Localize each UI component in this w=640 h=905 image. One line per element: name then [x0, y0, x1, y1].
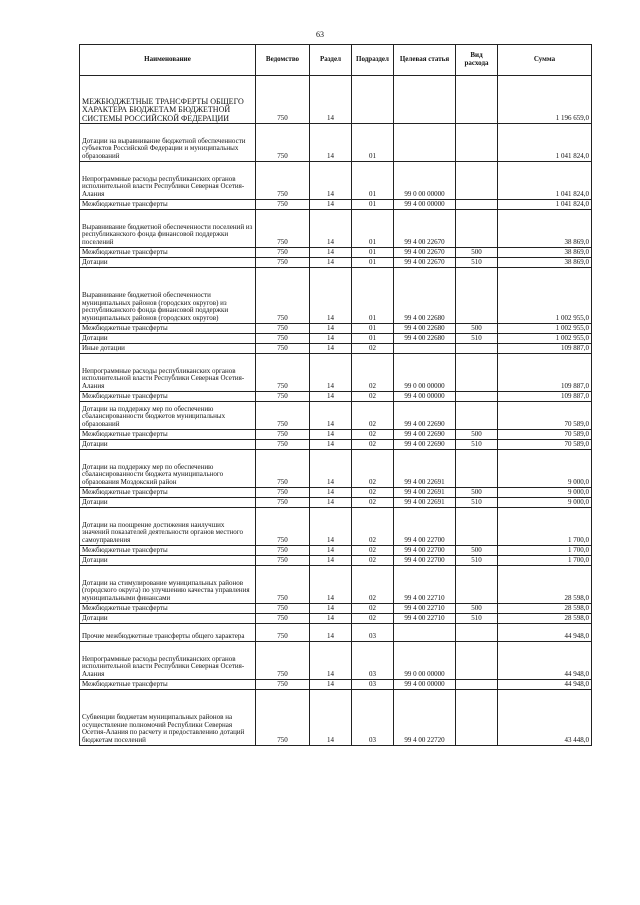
row-vid [456, 162, 498, 200]
row-vid [456, 450, 498, 488]
row-razdel: 14 [310, 324, 352, 334]
row-name: Межбюджетные трансферты [80, 430, 256, 440]
row-statya: 99 4 00 22710 [394, 614, 456, 624]
row-statya: 99 4 00 22690 [394, 440, 456, 450]
row-razdel: 14 [310, 200, 352, 210]
row-podrazdel: 01 [352, 124, 394, 162]
row-podrazdel: 02 [352, 508, 394, 546]
row-razdel: 14 [310, 624, 352, 642]
row-podrazdel: 02 [352, 604, 394, 614]
row-name: Дотации [80, 498, 256, 508]
row-vedomstvo: 750 [256, 402, 310, 430]
row-vedomstvo: 750 [256, 430, 310, 440]
row-vedomstvo: 750 [256, 268, 310, 324]
row-podrazdel: 03 [352, 680, 394, 690]
row-summa: 28 598,0 [498, 604, 592, 614]
row-podrazdel: 01 [352, 258, 394, 268]
table-row [80, 200, 592, 210]
table-row [80, 488, 592, 498]
table-row [80, 498, 592, 508]
row-name: Межбюджетные трансферты [80, 392, 256, 402]
row-vid: 500 [456, 430, 498, 440]
row-summa: 38 869,0 [498, 258, 592, 268]
row-razdel: 14 [310, 402, 352, 430]
row-razdel: 14 [310, 354, 352, 392]
header-podrazdel: Подраздел [352, 45, 394, 76]
row-podrazdel: 02 [352, 354, 394, 392]
row-statya: 99 4 00 22691 [394, 450, 456, 488]
row-summa: 70 589,0 [498, 440, 592, 450]
row-statya: 99 4 00 22691 [394, 488, 456, 498]
row-vid [456, 200, 498, 210]
row-razdel: 14 [310, 604, 352, 614]
table-row [80, 546, 592, 556]
budget-table [79, 44, 592, 746]
row-name: Дотации на поощрение достижения наилучших значений показателей деятельности органов местного самоуправления [80, 508, 256, 546]
row-podrazdel: 03 [352, 642, 394, 680]
header-vid: Вид расхода [456, 45, 498, 76]
row-summa: 43 448,0 [498, 690, 592, 746]
row-summa: 38 869,0 [498, 248, 592, 258]
row-razdel: 14 [310, 76, 352, 124]
row-summa: 1 002 955,0 [498, 334, 592, 344]
row-podrazdel: 01 [352, 200, 394, 210]
row-razdel: 14 [310, 392, 352, 402]
row-summa: 1 700,0 [498, 508, 592, 546]
table-row [80, 258, 592, 268]
row-razdel: 14 [310, 546, 352, 556]
row-podrazdel: 01 [352, 210, 394, 248]
row-statya [394, 344, 456, 354]
table-row [80, 248, 592, 258]
page-number: 63 [316, 30, 324, 39]
row-vedomstvo: 750 [256, 248, 310, 258]
row-statya: 99 4 00 22691 [394, 498, 456, 508]
row-razdel: 14 [310, 566, 352, 604]
row-razdel: 14 [310, 690, 352, 746]
row-vid [456, 392, 498, 402]
row-razdel: 14 [310, 614, 352, 624]
table-row [80, 680, 592, 690]
row-summa: 44 948,0 [498, 642, 592, 680]
row-vid: 510 [456, 440, 498, 450]
row-razdel: 14 [310, 488, 352, 498]
table-row [80, 430, 592, 440]
row-vid: 510 [456, 556, 498, 566]
row-vedomstvo: 750 [256, 354, 310, 392]
row-vid: 500 [456, 546, 498, 556]
row-vedomstvo: 750 [256, 76, 310, 124]
row-podrazdel: 02 [352, 392, 394, 402]
header-summa: Сумма [498, 45, 592, 76]
row-vedomstvo: 750 [256, 498, 310, 508]
row-podrazdel: 02 [352, 488, 394, 498]
row-name: Межбюджетные трансферты [80, 680, 256, 690]
row-summa: 109 887,0 [498, 344, 592, 354]
row-summa: 109 887,0 [498, 354, 592, 392]
row-vedomstvo: 750 [256, 624, 310, 642]
row-vid [456, 354, 498, 392]
row-name: Дотации [80, 440, 256, 450]
row-statya: 99 4 00 22680 [394, 324, 456, 334]
row-vid: 500 [456, 488, 498, 498]
header-vedomstvo: Ведомство [256, 45, 310, 76]
header-statya: Целевая статья [394, 45, 456, 76]
header-razdel: Раздел [310, 45, 352, 76]
row-name: Дотации на поддержку мер по обеспечению сбалансированности бюджета муниципального образования Моздокский район [80, 450, 256, 488]
row-vedomstvo: 750 [256, 546, 310, 556]
table-row [80, 334, 592, 344]
row-statya: 99 4 00 22720 [394, 690, 456, 746]
table-row [80, 566, 592, 604]
row-summa: 28 598,0 [498, 566, 592, 604]
row-summa: 1 041 824,0 [498, 200, 592, 210]
table-row [80, 508, 592, 546]
table-row [80, 402, 592, 430]
row-vid [456, 268, 498, 324]
row-name: Дотации на стимулирование муниципальных районов (городского округа) по улучшению качества управления муниципальными финансами [80, 566, 256, 604]
row-name: Выравнивание бюджетной обеспеченности муниципальных районов (городских округов) из республиканского фонда финансовой поддержки муниципальных районов (городских округов) [80, 268, 256, 324]
row-name: МЕЖБЮДЖЕТНЫЕ ТРАНСФЕРТЫ ОБЩЕГО ХАРАКТЕРА БЮДЖЕТАМ БЮДЖЕТНОЙ СИСТЕМЫ РОССИЙСКОЙ ФЕДЕРАЦИИ [80, 76, 256, 124]
row-razdel: 14 [310, 334, 352, 344]
row-razdel: 14 [310, 440, 352, 450]
row-razdel: 14 [310, 162, 352, 200]
row-statya: 99 4 00 22710 [394, 566, 456, 604]
row-podrazdel: 01 [352, 268, 394, 324]
row-vid [456, 124, 498, 162]
row-vid: 510 [456, 258, 498, 268]
row-summa: 9 000,0 [498, 498, 592, 508]
row-vid [456, 76, 498, 124]
row-razdel: 14 [310, 124, 352, 162]
row-name: Межбюджетные трансферты [80, 248, 256, 258]
row-podrazdel: 02 [352, 498, 394, 508]
row-vedomstvo: 750 [256, 508, 310, 546]
row-podrazdel: 01 [352, 334, 394, 344]
row-summa: 38 869,0 [498, 210, 592, 248]
row-summa: 1 041 824,0 [498, 162, 592, 200]
row-vid [456, 402, 498, 430]
row-podrazdel: 02 [352, 430, 394, 440]
row-vedomstvo: 750 [256, 566, 310, 604]
row-razdel: 14 [310, 344, 352, 354]
table-row [80, 440, 592, 450]
row-name: Дотации на поддержку мер по обеспечению сбалансированности бюджетов муниципальных образований [80, 402, 256, 430]
row-name: Дотации [80, 614, 256, 624]
table-row [80, 354, 592, 392]
row-podrazdel: 01 [352, 162, 394, 200]
row-summa: 70 589,0 [498, 430, 592, 440]
row-name: Межбюджетные трансферты [80, 200, 256, 210]
row-name: Дотации [80, 258, 256, 268]
row-razdel: 14 [310, 498, 352, 508]
row-vid: 510 [456, 334, 498, 344]
row-statya: 99 4 00 22700 [394, 556, 456, 566]
row-statya: 99 4 00 22690 [394, 402, 456, 430]
row-name: Непрограммные расходы республиканских органов исполнительной власти Республики Северная Осетия-Алания [80, 642, 256, 680]
row-summa: 1 002 955,0 [498, 324, 592, 334]
row-summa: 1 700,0 [498, 546, 592, 556]
row-razdel: 14 [310, 508, 352, 546]
row-podrazdel [352, 76, 394, 124]
row-statya: 99 0 00 00000 [394, 642, 456, 680]
row-summa: 44 948,0 [498, 624, 592, 642]
row-name: Субвенции бюджетам муниципальных районов на осуществление полномочий Республики Северная Осетия-Алания по расчету и предоставлению дотаций бюджетам поселений [80, 690, 256, 746]
row-podrazdel: 03 [352, 690, 394, 746]
row-name: Иные дотации [80, 344, 256, 354]
row-vedomstvo: 750 [256, 604, 310, 614]
row-podrazdel: 02 [352, 440, 394, 450]
row-vid [456, 680, 498, 690]
row-podrazdel: 02 [352, 450, 394, 488]
row-podrazdel: 02 [352, 546, 394, 556]
header-name: Наименование [80, 45, 256, 76]
row-vedomstvo: 750 [256, 344, 310, 354]
row-statya [394, 624, 456, 642]
row-podrazdel: 01 [352, 324, 394, 334]
row-razdel: 14 [310, 642, 352, 680]
row-summa: 1 196 659,0 [498, 76, 592, 124]
row-name: Межбюджетные трансферты [80, 604, 256, 614]
row-vedomstvo: 750 [256, 392, 310, 402]
row-razdel: 14 [310, 450, 352, 488]
row-summa: 44 948,0 [498, 680, 592, 690]
row-vedomstvo: 750 [256, 450, 310, 488]
row-statya: 99 4 00 22690 [394, 430, 456, 440]
row-summa: 9 000,0 [498, 450, 592, 488]
row-vedomstvo: 750 [256, 258, 310, 268]
row-vid: 510 [456, 614, 498, 624]
row-statya: 99 0 00 00000 [394, 354, 456, 392]
row-vid [456, 210, 498, 248]
row-name: Непрограммные расходы республиканских органов исполнительной власти Республики Северная Осетия-Алания [80, 354, 256, 392]
row-name: Межбюджетные трансферты [80, 324, 256, 334]
row-vid [456, 690, 498, 746]
row-podrazdel: 02 [352, 556, 394, 566]
row-vid: 500 [456, 604, 498, 614]
table-row [80, 76, 592, 124]
table-header-row [80, 45, 592, 76]
row-name: Межбюджетные трансферты [80, 546, 256, 556]
row-vid [456, 344, 498, 354]
row-statya: 99 4 00 00000 [394, 392, 456, 402]
table-row [80, 604, 592, 614]
row-podrazdel: 02 [352, 402, 394, 430]
row-summa: 109 887,0 [498, 392, 592, 402]
row-vid [456, 508, 498, 546]
row-razdel: 14 [310, 210, 352, 248]
row-summa: 1 700,0 [498, 556, 592, 566]
row-name: Межбюджетные трансферты [80, 488, 256, 498]
row-name: Непрограммные расходы республиканских органов исполнительной власти Республики Северная Осетия-Алания [80, 162, 256, 200]
row-vid [456, 624, 498, 642]
row-vid [456, 642, 498, 680]
row-statya: 99 4 00 22670 [394, 210, 456, 248]
row-statya: 99 4 00 00000 [394, 200, 456, 210]
row-podrazdel: 02 [352, 566, 394, 604]
row-vid: 500 [456, 248, 498, 258]
row-podrazdel: 02 [352, 614, 394, 624]
row-vedomstvo: 750 [256, 440, 310, 450]
table-row [80, 324, 592, 334]
row-summa: 1 041 824,0 [498, 124, 592, 162]
row-vedomstvo: 750 [256, 556, 310, 566]
row-statya: 99 4 00 00000 [394, 680, 456, 690]
table-row [80, 450, 592, 488]
table-row [80, 392, 592, 402]
row-statya: 99 4 00 22680 [394, 334, 456, 344]
row-statya: 99 4 00 22670 [394, 258, 456, 268]
row-name: Дотации [80, 556, 256, 566]
row-razdel: 14 [310, 248, 352, 258]
row-vedomstvo: 750 [256, 680, 310, 690]
row-name: Выравнивание бюджетной обеспеченности поселений из республиканского фонда финансовой поддержки поселений [80, 210, 256, 248]
row-vedomstvo: 750 [256, 200, 310, 210]
table-row [80, 642, 592, 680]
row-vedomstvo: 750 [256, 324, 310, 334]
row-statya: 99 4 00 22710 [394, 604, 456, 614]
row-name: Дотации на выравнивание бюджетной обеспеченности субъектов Российской Федерации и муниципальных образований [80, 124, 256, 162]
row-summa: 1 002 955,0 [498, 268, 592, 324]
table-row [80, 268, 592, 324]
table-row [80, 124, 592, 162]
row-statya: 99 4 00 22670 [394, 248, 456, 258]
table-row [80, 344, 592, 354]
row-vid: 500 [456, 324, 498, 334]
row-podrazdel: 01 [352, 248, 394, 258]
row-summa: 9 000,0 [498, 488, 592, 498]
row-statya: 99 0 00 00000 [394, 162, 456, 200]
row-razdel: 14 [310, 430, 352, 440]
row-vedomstvo: 750 [256, 124, 310, 162]
row-podrazdel: 02 [352, 344, 394, 354]
row-statya: 99 4 00 22680 [394, 268, 456, 324]
row-statya: 99 4 00 22700 [394, 546, 456, 556]
row-razdel: 14 [310, 258, 352, 268]
row-podrazdel: 03 [352, 624, 394, 642]
row-summa: 70 589,0 [498, 402, 592, 430]
table-row [80, 624, 592, 642]
row-vedomstvo: 750 [256, 488, 310, 498]
row-vedomstvo: 750 [256, 334, 310, 344]
row-vedomstvo: 750 [256, 210, 310, 248]
row-razdel: 14 [310, 680, 352, 690]
table-row [80, 210, 592, 248]
table-row [80, 614, 592, 624]
row-summa: 28 598,0 [498, 614, 592, 624]
row-statya [394, 124, 456, 162]
row-name: Дотации [80, 334, 256, 344]
row-vedomstvo: 750 [256, 614, 310, 624]
table-row [80, 556, 592, 566]
table-row [80, 162, 592, 200]
row-vedomstvo: 750 [256, 642, 310, 680]
row-vedomstvo: 750 [256, 162, 310, 200]
row-statya: 99 4 00 22700 [394, 508, 456, 546]
table-row [80, 690, 592, 746]
row-vid [456, 566, 498, 604]
row-vid: 510 [456, 498, 498, 508]
row-name: Прочие межбюджетные трансферты общего характера [80, 624, 256, 642]
row-statya [394, 76, 456, 124]
row-razdel: 14 [310, 556, 352, 566]
row-vedomstvo: 750 [256, 690, 310, 746]
row-razdel: 14 [310, 268, 352, 324]
